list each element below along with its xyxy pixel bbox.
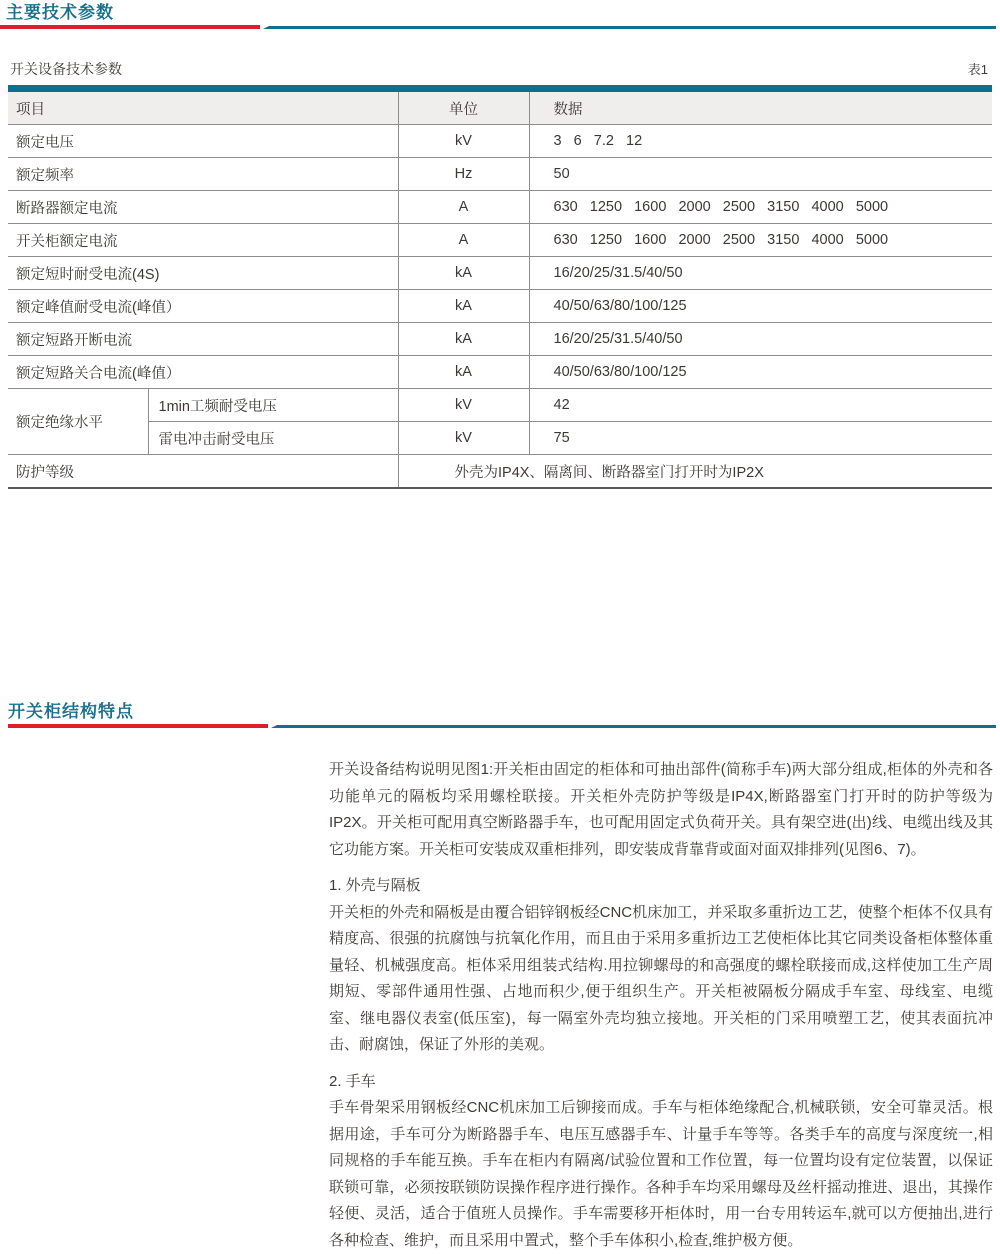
table-row-insulation-2 xyxy=(8,422,992,455)
rule-red-segment xyxy=(8,724,268,728)
row-data: 630 1250 1600 2000 2500 3150 4000 5000 xyxy=(529,191,992,224)
row-data: 16/20/25/31.5/40/50 xyxy=(529,323,992,356)
row-data: 3 6 7.2 12 xyxy=(529,125,992,158)
row-data-merged: 外壳为IP4X、隔离间、断路器室门打开时为IP2X xyxy=(398,455,992,489)
section-main-parameters xyxy=(0,0,996,29)
subsection-title-enclosure: 1. 外壳与隔板 xyxy=(329,877,421,894)
row-unit: Hz xyxy=(398,158,529,191)
table-row-insulation-1 xyxy=(8,389,992,422)
rule-blue-segment xyxy=(263,26,996,29)
row-item: 额定短路开断电流 xyxy=(8,323,398,356)
table-row xyxy=(8,356,992,389)
header-item: 项目 xyxy=(8,92,398,125)
row-item: 额定电压 xyxy=(8,125,398,158)
section-title-structure-features: 开关柜结构特点 xyxy=(8,702,134,721)
row-unit: kA xyxy=(398,257,529,290)
row-unit: kA xyxy=(398,323,529,356)
row-item: 防护等级 xyxy=(8,455,398,489)
row-item: 额定频率 xyxy=(8,158,398,191)
table-row xyxy=(8,158,992,191)
row-item: 开关柜额定电流 xyxy=(8,224,398,257)
row-data: 50 xyxy=(529,158,992,191)
row-unit: kA xyxy=(398,356,529,389)
row-unit: kV xyxy=(398,422,529,455)
body-text-column xyxy=(329,757,993,1254)
row-data: 40/50/63/80/100/125 xyxy=(529,356,992,389)
table-top-bar xyxy=(8,85,992,92)
header-data: 数据 xyxy=(529,92,992,125)
row-sub-item: 1min工频耐受电压 xyxy=(148,389,398,422)
enclosure-paragraph: 开关柜的外壳和隔板是由覆合铝锌钢板经CNC机床加工，并采取多重折边工艺，使整个柜体不仅具有精度高、很强的抗腐蚀与抗氧化作用，而且由于采用多重折边工艺使柜体比其它同类设备柜体整体重量轻、机械强度高。柜体采用组装式结构.用拉铆螺母的和高强度的螺栓联接而成,这样使加工生产周期短、零部件通用性强、占地而积少,便于组织生产。开关柜被隔板分隔成手车室、母线室、电缆室、继电器仪表室(低压室)，每一隔室外壳均独立接地。开关柜的门采用喷塑工艺，使其表面抗冲击、耐腐蚀，保证了外形的美观。 xyxy=(329,903,993,1053)
rule-red-segment xyxy=(0,25,260,29)
parameters-table xyxy=(8,85,992,489)
rule-blue-segment xyxy=(271,725,996,728)
table-row-protection xyxy=(8,455,992,489)
table-row xyxy=(8,125,992,158)
table-header-row xyxy=(8,92,992,125)
row-unit: A xyxy=(398,191,529,224)
section-title-main-parameters: 主要技术参数 xyxy=(6,3,114,22)
row-data: 40/50/63/80/100/125 xyxy=(529,290,992,323)
row-data: 42 xyxy=(529,389,992,422)
row-item: 额定短路关合电流(峰值） xyxy=(8,356,398,389)
row-unit: kV xyxy=(398,389,529,422)
intro-paragraph: 开关设备结构说明见图1:开关柜由固定的柜体和可抽出部件(简称手车)两大部分组成,柜体的外壳和各功能单元的隔板均采用螺栓联接。开关柜外壳防护等级是IP4X,断路器室门打开时的防护等级为IP2X。开关柜可配用真空断路器手车，也可配用固定式负荷开关。具有架空进(出)线、电缆出线及其它功能方案。开关柜可安装成双重柜排列，即安装成背靠背或面对面双排排列(见图6、7)。 xyxy=(329,761,993,858)
table-row xyxy=(8,191,992,224)
table-number-label: 表1 xyxy=(967,62,988,77)
row-sub-item: 雷电冲击耐受电压 xyxy=(148,422,398,455)
header-unit: 单位 xyxy=(398,92,529,125)
table-row xyxy=(8,290,992,323)
section-rule xyxy=(0,724,996,728)
section-rule xyxy=(0,25,996,29)
row-item: 断路器额定电流 xyxy=(8,191,398,224)
row-data: 75 xyxy=(529,422,992,455)
table-caption-row xyxy=(10,59,988,79)
row-item: 额定峰值耐受电流(峰值） xyxy=(8,290,398,323)
table-caption: 开关设备技术参数 xyxy=(10,61,122,77)
table-row xyxy=(8,323,992,356)
truck-paragraph: 手车骨架采用钢板经CNC机床加工后铆接而成。手车与柜体绝缘配合,机械联锁，安全可靠灵活。根据用途，手车可分为断路器手车、电压互感器手车、计量手车等等。各类手车的高度与深度统一,相同规格的手车能互换。手车在柜内有隔离/试验位置和工作位置，每一位置均设有定位装置，以保证联锁可靠，必须按联锁防误操作程序进行操作。各种手车均采用螺母及丝杆摇动推进、退出，其操作轻便、灵活，适合于值班人员操作。手车需要移开柜体时，用一台专用转运车,就可以方便抽出,进行各种检查、维护，而且采用中置式，整个手车体积小,检查,维护极方便。 xyxy=(329,1099,993,1249)
row-item-group: 额定绝缘水平 xyxy=(8,389,148,455)
parameters-table-grid xyxy=(8,92,992,489)
table-row xyxy=(8,257,992,290)
subsection-title-truck: 2. 手车 xyxy=(329,1072,376,1090)
row-item: 额定短时耐受电流(4S) xyxy=(8,257,398,290)
row-unit: kA xyxy=(398,290,529,323)
row-data: 630 1250 1600 2000 2500 3150 4000 5000 xyxy=(529,224,992,257)
row-unit: kV xyxy=(398,125,529,158)
section-structure-features xyxy=(0,699,996,728)
table-row xyxy=(8,224,992,257)
row-data: 16/20/25/31.5/40/50 xyxy=(529,257,992,290)
row-unit: A xyxy=(398,224,529,257)
